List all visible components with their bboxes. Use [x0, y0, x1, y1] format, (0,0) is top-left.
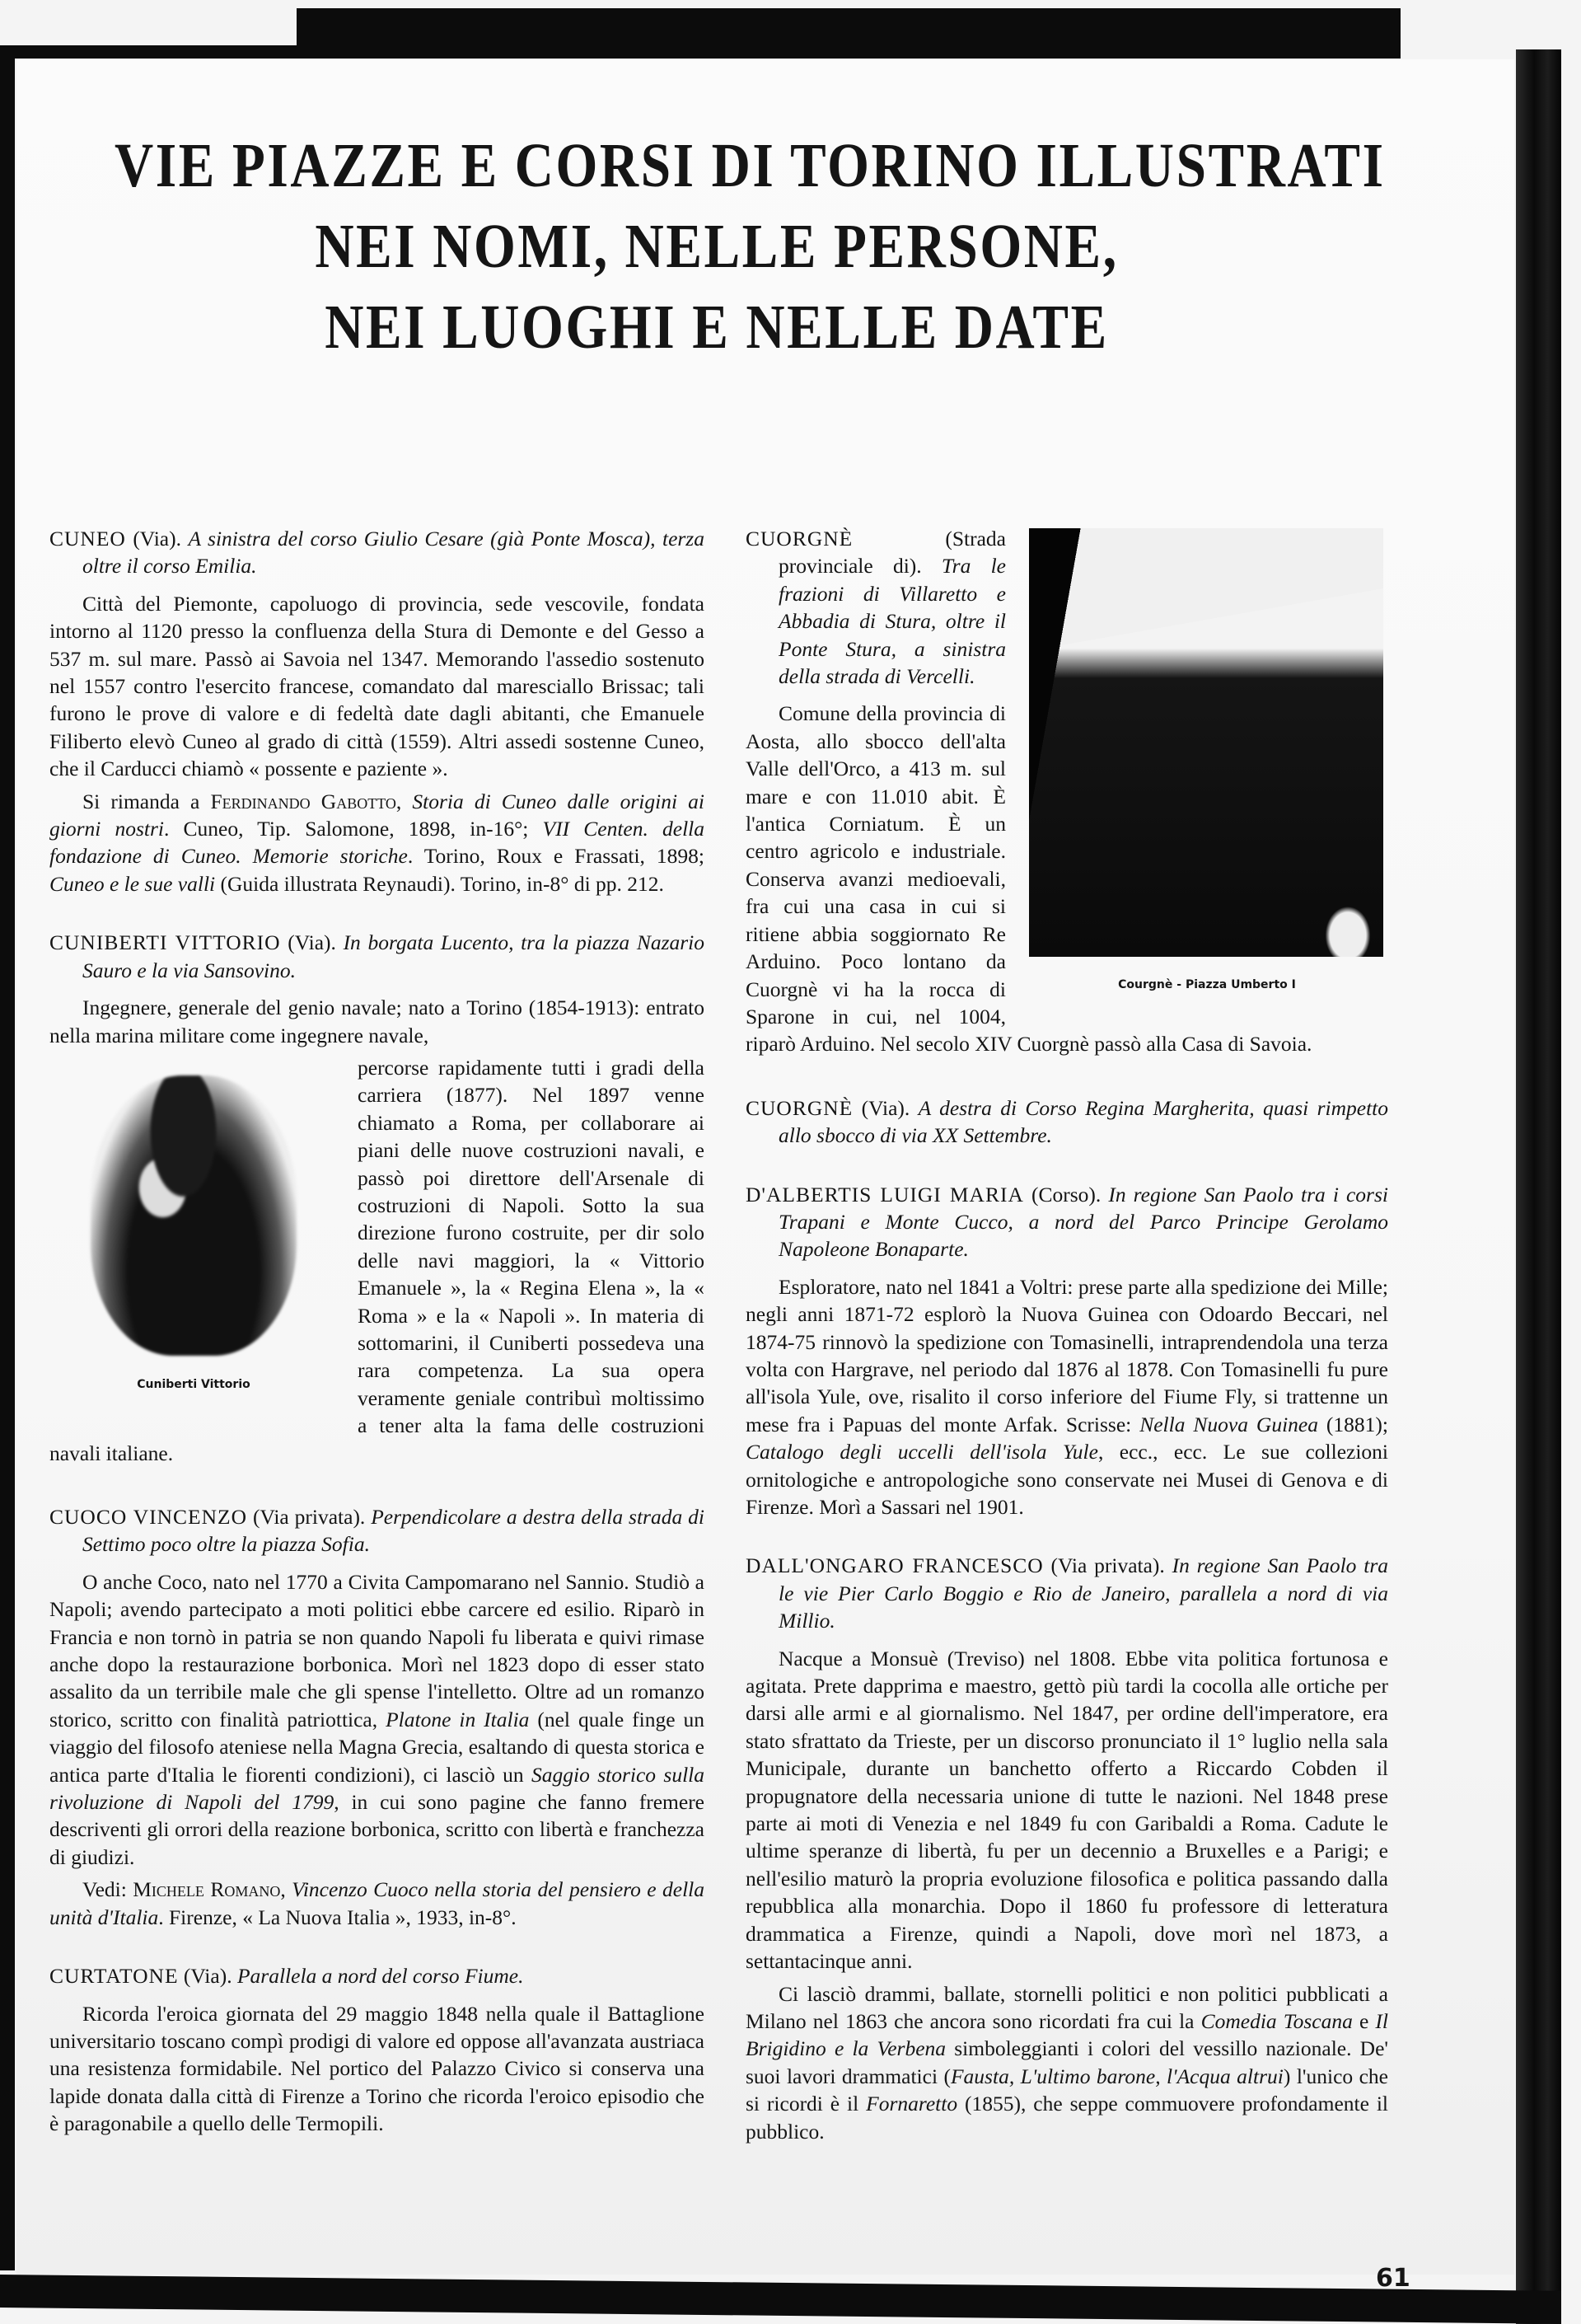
- entry-paragraph: O anche Coco, nato nel 1770 a Civita Campomarano nel Sannio. Studiò a Napoli; avendo partecipato a moti politici ebbe carcere ed esilio. Riparò in Francia e non tornò in patria se non quando Napoli fu liberata e quivi rimase anche dopo la restaurazione borbonica. Morì nel 1823 dopo di esser stato assalito da un terribile male che gli spense l'intelletto. Oltre ad un romanzo storico, scritto con finalità patriottica, Platone in Italia (nel quale finge un viaggio del filosofo ateniese nella Magna Grecia, esaltando di questa storica e antica parte d'Italia le fiorenti condizioni), ci lasciò un Saggio storico sulla rivoluzione di Napoli del 1799, in cui sono pagine che fanno fremere descriventi gli orrori della reazione borbonica, scritto con libertà e franchezza di giudizi.: [49, 1569, 705, 1869]
- street-type: (Via privata).: [1050, 1553, 1165, 1578]
- street-location: In borgata Lucento, tra la piazza Nazario Sauro e la via Sansovino.: [82, 930, 705, 982]
- portrait-cuniberti: [49, 1059, 338, 1405]
- right-column: [746, 525, 1388, 2176]
- title-line-3: NEI LUOGHI E NELLE DATE: [325, 293, 1109, 362]
- page-title: [115, 125, 1386, 368]
- street-type: (Via).: [861, 1095, 910, 1120]
- street-name: CUORGNÈ: [746, 527, 854, 551]
- entry-heading: [49, 1962, 704, 1989]
- entry-cuniberti: [49, 929, 704, 1472]
- entry-cuorgne-strada: [746, 525, 1388, 1063]
- page-border-left: [0, 45, 15, 2270]
- entry-paragraph: Ci lasciò drammi, ballate, stornelli politici e non politici pubblicati a Milano nel 1863 che ancora sono ricordati fra cui la Comedia Toscana e Il Brigidino e la Verbena simboleggianti i colori del vessillo nazionale. De' suoi lavori drammatici (Fausta, L'ultimo barone, l'Acqua altrui) l'unico che si ricordi è il Fornaretto (1855), che seppe commuovere profondamente il pubblico.: [746, 1981, 1389, 2144]
- entry-cuoco: [49, 1503, 704, 1931]
- entry-cuneo: [49, 525, 704, 897]
- left-column: [49, 525, 704, 2169]
- entry-heading: [746, 1181, 1388, 1263]
- ref-author: Ferdinando Gabotto: [210, 789, 396, 813]
- entry-heading: [49, 1503, 704, 1558]
- title-line-2: NEI NOMI, NELLE PERSONE,: [315, 212, 1119, 281]
- entry-dalbertis: [746, 1181, 1388, 1521]
- street-type: (Strada provinciale di).: [779, 527, 1006, 579]
- street-location: Parallela a nord del corso Fiume.: [236, 1964, 524, 1989]
- street-location: Perpendicolare a destra della strada di Settimo poco oltre la piazza Sofia.: [82, 1505, 704, 1557]
- street-name: CUNIBERTI VITTORIO: [49, 930, 281, 955]
- entry-paragraph: Ricorda l'eroica giornata del 29 maggio 1848 nella quale il Battaglione universitario toscano compì prodigi di valore ed oppose all'avanzata austriaca una resistenza formidabile. Nel portico del Palazzo Civico si conserva una lapide donata dalla città di Firenze a Torino che ricorda l'eroico episodio che è paragonabile a quello delle Termopili.: [49, 2001, 704, 2136]
- entry-heading: [746, 1094, 1388, 1150]
- entry-paragraph: Ingegnere, generale del genio navale; nato a Torino (1854-1913): entrato nella marina militare come ingegnere navale,: [49, 996, 704, 1047]
- entry-heading: [746, 1552, 1388, 1634]
- entry-paragraph: Nacque a Monsuè (Treviso) nel 1808. Ebbe vita politica fortunosa e agitata. Prete dapprima e maestro, gettò più tardi la cocolla alle ortiche per darsi alle armi e al giornalismo. Nel 1847, per ordine dell'imperatore, era stato sfrattato da Trieste, per un discorso pronunciato il 1° luglio nella sala Municipale, durante un banchetto offerto a Riccardo Cobden il propugnatore della necessaria unione di tutte le nazioni. Nel 1848 prese parte ai moti di Venezia e nel 1849 fu con Garibaldi a Roma. Cadute le ultime speranze di libertà, fu per un decennio a Bruxelles e a Parigi; e nell'esilio maturò la propria evoluzione filosofica e politica passando dalla repubblica alla monarchia. Dopo il 1860 fu professore di letteratura drammatica a Firenze, quindi a Napoli, dove morì nel 1873, a settantacinque anni.: [746, 1646, 1388, 1974]
- entry-paragraph: Città del Piemonte, capoluogo di provincia, sede vescovile, fondata intorno al 1120 presso la confluenza della Stura di Demonte e del Gesso a 537 m. sul mare. Passò ai Savoia nel 1347. Memorando l'assedio sostenuto nel 1557 contro l'esercito francese, comandato dal maresciallo Brissac; tali furono le prove di valore e di fedeltà date dagli abitanti, che Emanuele Filiberto elevò Cuneo al grado di città (1559). Altri assedi sostenne Cuneo, che il Carducci chiamò « possente e paziente ».: [49, 591, 704, 781]
- entry-heading: [49, 525, 704, 580]
- page-border-top: [0, 45, 1401, 59]
- street-name: DALL'ONGARO FRANCESCO: [746, 1553, 1044, 1578]
- ref-title: VII Centen. della fondazione di Cuneo. Memorie storiche: [49, 817, 704, 869]
- ref-title: Storia di Cuneo dalle origini ai giorni nostri: [49, 789, 704, 841]
- portrait-image: [91, 1075, 297, 1356]
- street-location: A sinistra del corso Giulio Cesare (già Ponte Mosca), terza oltre il corso Emilia.: [82, 527, 704, 579]
- street-name: CUOCO VINCENZO: [49, 1505, 248, 1529]
- street-type: (Via privata).: [252, 1505, 366, 1529]
- entry-reference: Vedi: Michele Romano, Vincenzo Cuoco nella storia del pensiero e della unità d'Italia. Firenze, « La Nuova Italia », 1933, in-8°.: [49, 1877, 705, 1929]
- portrait-caption: Cuniberti Vittorio: [137, 1377, 250, 1391]
- entry-paragraph: Esploratore, nato nel 1841 a Voltri: prese parte alla spedizione dei Mille; negli anni 1871-72 esplorò la Nuova Guinea con Odoardo Beccari, nel 1874-75 rinnovò la spedizione con Tomasinelli, intraprendendola una terza volta con Hargrave, nel periodo dal 1876 al 1878. Con Tomasinelli fu pure all'isola Yule, ove, risalito il corso inferiore del Fiume Fly, si trattenne un mese fra i Papuas del monte Arfak. Scrisse: Nella Nuova Guinea (1881); Catalogo degli uccelli dell'isola Yule, ecc., ecc. Le sue collezioni ornitologiche e antropologiche sono conservate nei Musei di Genova e di Firenze. Morì a Sassari nel 1901.: [746, 1274, 1388, 1519]
- entry-dallongaro: [746, 1552, 1388, 2145]
- scanned-page: [16, 59, 1514, 2293]
- ref-title: Cuneo e le sue valli: [49, 871, 216, 896]
- street-type: (Via).: [288, 930, 336, 955]
- street-name: CUORGNÈ: [746, 1095, 854, 1120]
- photo-image: [1029, 528, 1383, 957]
- page-border-bottom: [0, 2275, 1561, 2324]
- entry-paragraph: percorse rapidamente tutti i gradi della carriera (1877). Nel 1897 venne chiamato a Roma, per collaborare ai piani delle nuove costruzioni navali, e passò poi direttore dell'Arsenale di costruzioni di Napoli. Sotto la sua direzione furono costruite, per dir solo delle navi maggiori, la « Vittorio Emanuele », la « Regina Elena », la « Roma » e la « Napoli ». In materia di sottomarini, il Cuniberti possedeva una rara competenza. La sua opera veramente geniale contribuì moltissimo a tener alta la fama delle costruzioni navali italiane.: [49, 1055, 704, 1465]
- entry-cuorgne-via: [746, 1094, 1388, 1150]
- street-name: CUNEO: [49, 527, 126, 551]
- entry-paragraph: Comune della provincia di Aosta, allo sbocco dell'alta Valle dell'Orco, a 413 m. sul mare e con 11.010 abit. È l'antica Corniatum. È un centro agricolo e industriale. Conserva avanzi medioevali, fra cui una casa in cui si ritiene abbia soggiornato Re Arduino. Poco lontano da Cuorgnè vi ha la rocca di Sparone in cui, nel 1004, riparò Arduino. Nel secolo XIV Cuorgnè passò alla Casa di Savoia.: [746, 701, 1312, 1057]
- photo-cuorgne: [1026, 528, 1388, 999]
- street-location: A destra di Corso Regina Margherita, quasi rimpetto allo sbocco di via XX Settembre.: [779, 1095, 1389, 1148]
- street-type: (Corso).: [1031, 1182, 1102, 1207]
- street-location: In regione San Paolo tra i corsi Trapani e Monte Cucco, a nord del Parco Principe Gerolamo Napoleone Bonaparte.: [779, 1182, 1388, 1262]
- street-name: CURTATONE: [49, 1964, 179, 1989]
- page-number: 61: [1376, 2264, 1410, 2293]
- page-border-right: [1516, 49, 1561, 2324]
- street-location: In regione San Paolo tra le vie Pier Carlo Boggio e Rio de Janeiro, parallela a nord di via Millio.: [779, 1553, 1389, 1633]
- street-name: D'ALBERTIS LUIGI MARIA: [746, 1182, 1024, 1207]
- entry-curtatone: [49, 1962, 704, 2137]
- title-line-1: VIE PIAZZE E CORSI DI TORINO ILLUSTRATI: [115, 131, 1386, 200]
- entry-heading: [49, 929, 704, 984]
- photo-caption: Courgnè - Piazza Umberto I: [1118, 978, 1296, 991]
- street-type: (Via).: [183, 1964, 232, 1989]
- street-type: (Via).: [133, 527, 181, 551]
- street-location: Tra le frazioni di Villaretto e Abbadia di Stura, oltre il Ponte Stura, a sinistra della strada di Vercelli.: [779, 554, 1007, 689]
- entry-reference: Si rimanda a Ferdinando Gabotto, Storia di Cuneo dalle origini ai giorni nostri. Cuneo, Tip. Salomone, 1898, in-16°; VII Centen. della fondazione di Cuneo. Memorie storiche. Torino, Roux e Frassati, 1898; Cuneo e le sue valli (Guida illustrata Reynaudi). Torino, in-8° di pp. 212.: [49, 789, 704, 896]
